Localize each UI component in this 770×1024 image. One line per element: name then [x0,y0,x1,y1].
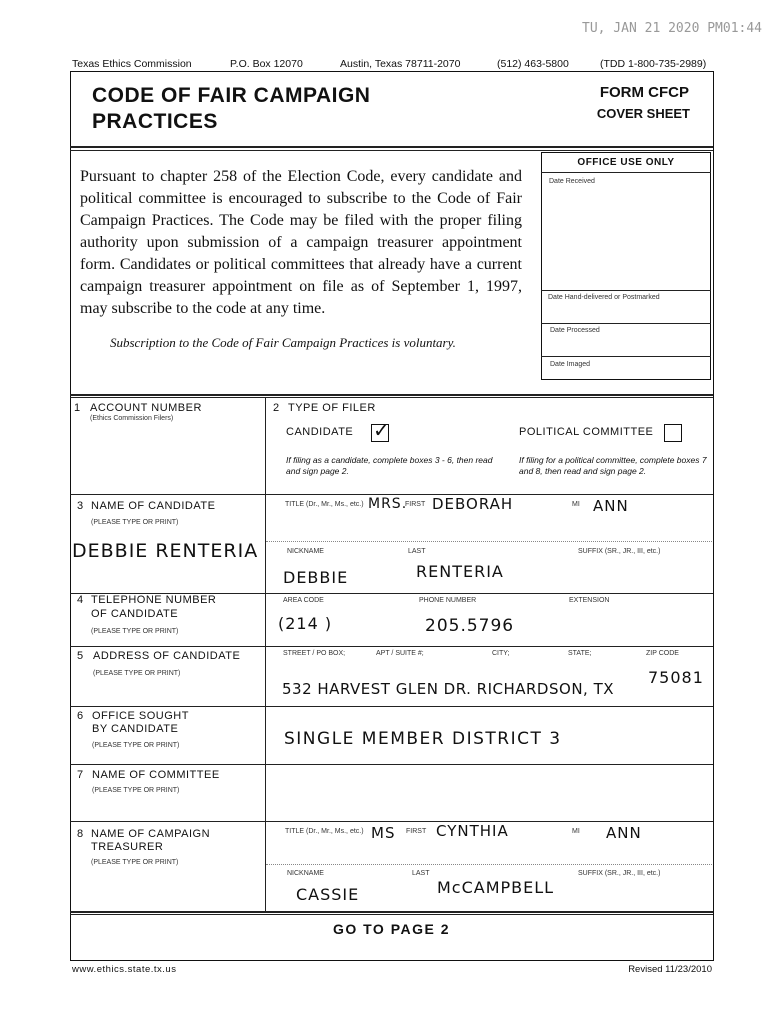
s5-state-label: STATE; [568,650,592,657]
s6-num: 6 [77,710,84,722]
s3-title-value[interactable]: MRS. [368,496,408,512]
header-agency: Texas Ethics Commission [72,58,192,70]
received-stamp: TU, JAN 21 2020 PM01:44 [582,21,763,36]
s6-office-value[interactable]: SINGLE MEMBER DISTRICT 3 [284,729,562,749]
office-use-title: OFFICE USE ONLY [577,157,675,168]
footer-url[interactable]: www.ethics.state.tx.us [72,964,177,975]
form-code: FORM CFCP [599,84,689,101]
s5-city-label: CITY; [492,650,510,657]
s6-label2: BY CANDIDATE [92,723,179,735]
s5-sub: (PLEASE TYPE OR PRINT) [93,670,181,677]
s3-side-name: DEBBIE RENTERIA [72,540,259,562]
intro-text: Pursuant to chapter 258 of the Election Code, every candidate and political committee is encouraged to subscribe to the Code of Fair Campaign Practices. The Code may be filed with the proper filing authority upon submission of a campaign treasurer appointment form. Candidates or political committees that already have a current campaign treasurer appointment on file as of September 1, 1997, may subscribe to the code at any time. [80,168,522,317]
s4-phone-label: PHONE NUMBER [419,597,477,604]
s4-phone-value[interactable]: 205.5796 [425,616,515,636]
header-tdd: (TDD 1-800-735-2989) [600,58,707,70]
s7-sub: (PLEASE TYPE OR PRINT) [92,787,180,794]
s3-num: 3 [77,500,84,512]
s5-zip-value[interactable]: 75081 [648,668,704,687]
s4-num: 4 [77,594,84,606]
s5-street-label: STREET / PO BOX; [283,650,346,657]
footer-revised: Revised 11/23/2010 [628,964,712,975]
s4-label2: OF CANDIDATE [91,608,179,620]
s3-mi-value[interactable]: ANN [593,497,629,515]
intro-voluntary: Subscription to the Code of Fair Campaign Practices is voluntary. [110,335,456,350]
form-cover: COVER SHEET [596,106,690,121]
form-title-line2: PRACTICES [92,110,218,133]
s5-zip-label: ZIP CODE [646,650,679,657]
s3-nickname-value[interactable]: DEBBIE [283,568,349,587]
s8-mi-label: MI [572,828,580,835]
header-phone: (512) 463-5800 [497,58,569,70]
s8-nickname-value[interactable]: CASSIE [296,885,360,904]
header-city: Austin, Texas 78711-2070 [340,58,461,70]
s8-title-label: TITLE (Dr., Mr., Ms., etc.) [285,828,364,835]
s8-sub: (PLEASE TYPE OR PRINT) [91,859,179,866]
s2-label: TYPE OF FILER [288,402,376,414]
s3-sub: (PLEASE TYPE OR PRINT) [91,519,179,526]
s1-sub: (Ethics Commission Filers) [90,415,174,422]
s2-candidate-note: If filing as a candidate, complete boxes 3 - 6, then read and sign page 2. [286,455,493,476]
s4-area-value[interactable]: (214 ) [278,614,333,633]
date-received-label: Date Received [549,178,595,185]
s3-first-value[interactable]: DEBORAH [432,495,514,513]
candidate-checkmark: ✓ [373,418,391,442]
s8-num: 8 [77,828,84,840]
s7-label: NAME OF COMMITTEE [92,769,220,781]
office-use-box [541,152,711,380]
s5-apt-label: APT / SUITE #; [376,650,424,657]
s8-nickname-label: NICKNAME [287,870,324,877]
s2-candidate-label: CANDIDATE [286,426,354,438]
s6-sub: (PLEASE TYPE OR PRINT) [92,742,180,749]
s8-label2: TREASURER [91,841,164,853]
s2-committee-label: POLITICAL COMMITTEE [519,426,654,438]
s3-mi-label: MI [572,501,580,508]
s4-area-label: AREA CODE [283,597,324,604]
s8-suffix-label: SUFFIX (SR., JR., III, etc.) [578,870,661,877]
s8-first-label: FIRST [406,828,427,835]
s7-num: 7 [77,769,84,781]
header-pobox: P.O. Box 12070 [230,58,303,70]
s8-last-value[interactable]: McCAMPBELL [437,878,555,897]
s5-label: ADDRESS OF CANDIDATE [93,650,241,662]
s2-committee-note: If filing for a political committee, complete boxes 7 and 8, then read and sign page 2. [519,455,707,476]
s4-label: TELEPHONE NUMBER [91,594,217,606]
s8-last-label: LAST [412,870,430,877]
s3-first-label: FIRST [405,501,426,508]
s5-address-value[interactable]: 532 HARVEST GLEN DR. RICHARDSON, TX [282,680,615,698]
s1-label: ACCOUNT NUMBER [90,402,202,414]
go-to-page-2[interactable]: GO TO PAGE 2 [332,921,451,937]
s3-suffix-label: SUFFIX (SR., JR., III, etc.) [578,548,661,555]
s6-label: OFFICE SOUGHT [92,710,189,722]
date-hand-label: Date Hand-delivered or Postmarked [548,294,660,301]
s8-label: NAME OF CAMPAIGN [91,828,211,840]
s8-mi-value[interactable]: ANN [606,824,642,842]
date-imaged-label: Date Imaged [550,361,591,368]
s3-title-label: TITLE (Dr., Mr., Ms., etc.) [285,501,364,508]
s1-num: 1 [74,402,81,414]
s3-last-label: LAST [408,548,426,555]
s4-ext-label: EXTENSION [569,597,610,604]
s8-title-value[interactable]: MS [371,824,396,842]
s5-num: 5 [77,650,84,662]
s8-first-value[interactable]: CYNTHIA [436,822,509,840]
s2-num: 2 [273,402,280,414]
committee-checkbox[interactable] [664,424,682,442]
s3-last-value[interactable]: RENTERIA [416,562,504,581]
s3-label: NAME OF CANDIDATE [91,500,216,512]
form-title-line1: CODE OF FAIR CAMPAIGN [92,84,371,107]
s3-nickname-label: NICKNAME [287,548,324,555]
date-processed-label: Date Processed [550,327,600,334]
s4-sub: (PLEASE TYPE OR PRINT) [91,628,179,635]
